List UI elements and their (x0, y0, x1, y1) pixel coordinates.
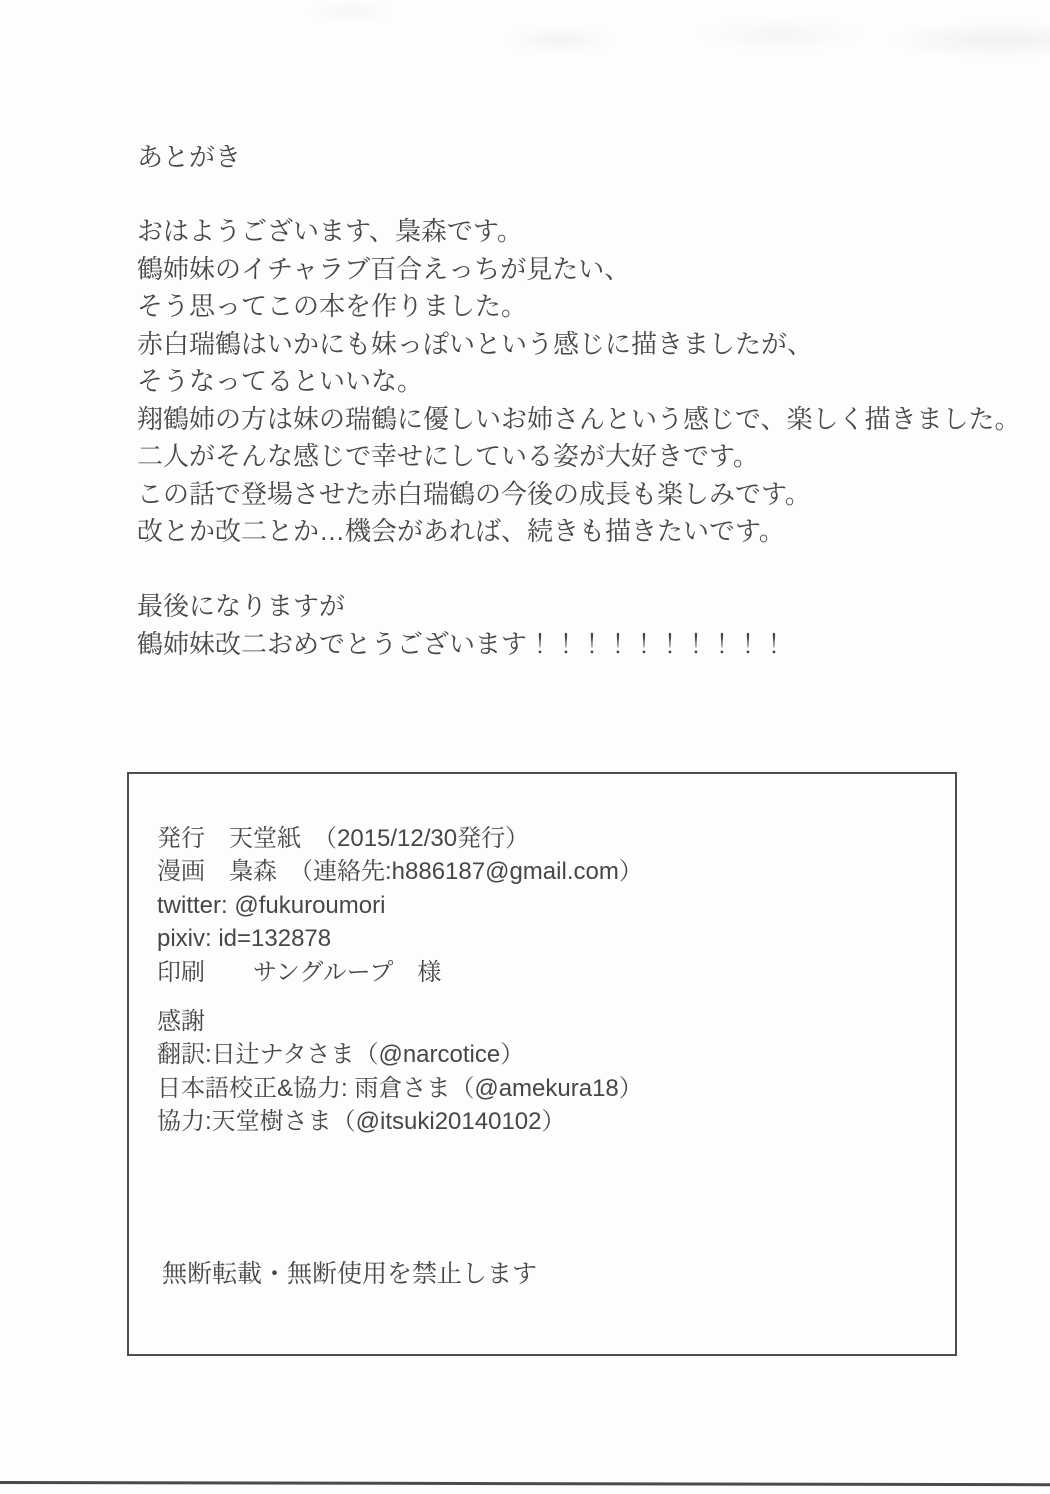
colophon-box (127, 772, 957, 1356)
thanks-line: 協力:天堂樹さま（@itsuki20140102） (157, 1108, 566, 1136)
body-line: そうなってるといいな。 (137, 366, 424, 396)
body-line: この話で登場させた赤白瑞鶴の今後の成長も楽しみです。 (137, 478, 811, 509)
closing-line: 最後になりますが (137, 591, 346, 621)
body-line: 翔鶴姉の方は妹の瑞鶴に優しいお姉さんという感じで、楽しく描きました。 (137, 403, 1021, 434)
afterword-body (137, 213, 1020, 551)
body-line: そう思ってこの本を作りました。 (137, 291, 528, 321)
artist-line: 漫画 梟森 （連絡先:h886187@gmail.com） (157, 858, 643, 886)
colophon-publication-info (157, 822, 643, 989)
thanks-title: 感謝 (157, 1008, 205, 1035)
afterword-closing (137, 588, 787, 663)
closing-line: 鶴姉妹改二おめでとうございます！！！！！！！！！！ (137, 628, 788, 659)
colophon-thanks (157, 1005, 643, 1139)
body-line: 改とか改二とか…機会があれば、続きも描きたいです。 (137, 516, 785, 546)
printer-line: 印刷 サングループ 様 (157, 958, 442, 986)
scan-noise-texture (0, 0, 1050, 120)
pixiv-line: pixiv: id=132878 (157, 925, 332, 953)
body-line: 赤白瑞鶴はいかにも妹っぽいという感じに描きましたが、 (137, 328, 814, 359)
body-line: 鶴姉妹のイチャラブ百合えっちが見たい、 (137, 253, 631, 284)
thanks-line: 翻訳:日辻ナタさま（@narcotice） (157, 1041, 525, 1069)
publisher-line: 発行 天堂紙 （2015/12/30発行） (157, 825, 530, 852)
body-line: おはようございます、梟森です。 (137, 216, 523, 246)
twitter-line: twitter: @fukuroumori (157, 891, 386, 919)
page-title: あとがき (137, 142, 242, 172)
body-line: 二人がそんな感じで幸せにしている姿が大好きです。 (137, 441, 759, 471)
copyright-notice: 無断転載・無断使用を禁止します (162, 1260, 538, 1288)
thanks-line: 日本語校正&協力: 雨倉さま（@amekura18） (157, 1074, 643, 1102)
scan-edge-line (0, 1481, 1050, 1486)
